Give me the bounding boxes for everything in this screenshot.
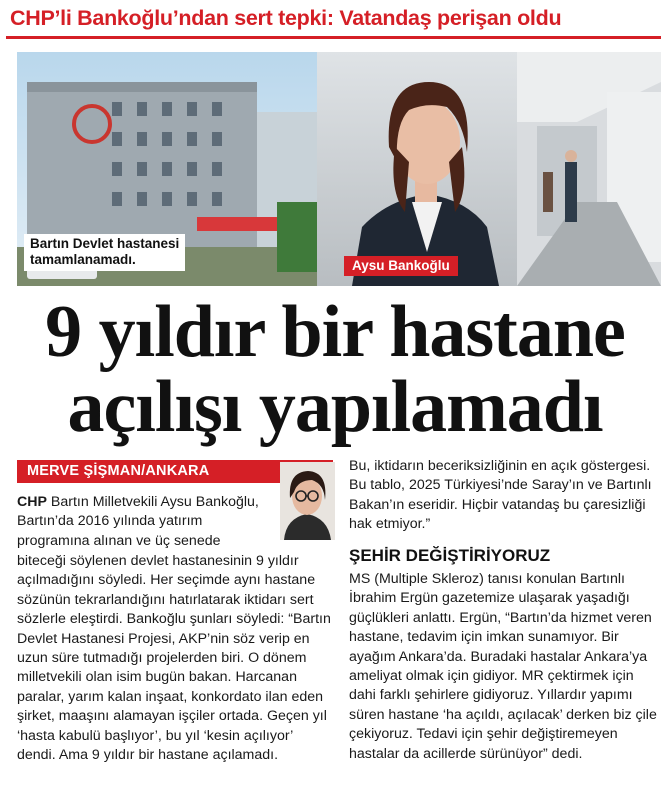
column2-paragraph-body xyxy=(349,570,661,764)
caption-left-line2: tamamlanamadı. xyxy=(30,252,136,267)
column1-paragraph-body xyxy=(17,552,335,765)
photo-caption-left xyxy=(24,234,185,271)
column2-top-text: Bu, iktidarın beceriksizliğinin en açık göstergesi. Bu tablo, 2025 Türkiyesi’nde Saray’ın ve Bartınlı Bakan’ın eseridir. Hiçbir vatandaş bu çaresizliği hak etmiyor.” xyxy=(349,458,652,533)
kicker-title: CHP’li Bankoğlu’ndan sert tepki: Vatandaş perişan oldu xyxy=(10,6,562,30)
author-avatar xyxy=(280,462,335,540)
headline-line2: açılışı yapılamadı xyxy=(67,366,603,448)
byline-text: MERVE ŞİŞMAN/ANKARA xyxy=(27,463,210,479)
column2-paragraph-top xyxy=(349,457,661,535)
photo-caption-right: Aysu Bankoğlu xyxy=(344,256,458,276)
column2-body-text: MS (Multiple Skleroz) tanısı konulan Bartınlı İbrahim Ergün gazetemize ulaşarak yaşadığı güçlükleri anlattı. Ergün, “Bartın’da hizmet veren hastane, tedavim için imkan sunamıyor. Bir ayağım Ankara’da. Buradaki hastalar Ankara’ya ameliyat olmak için gidiyor. MR çektirmek için dahi farklı şehirlere gidiyoruz. Yıllardır yapımı süren hastane ‘ha açıldı, açılacak’ derken biz çile çekiyoruz. Tedavi için şehir değiştiremeyen hastalar da acillerde sürünüyor” dedi. xyxy=(349,571,657,762)
kicker-bar xyxy=(6,4,661,39)
headline-line1: 9 yıldır bir hastane xyxy=(45,291,625,373)
lead-rest: Bartın Milletvekili Aysu Bankoğlu, Bartın’da 2016 yılında yatırım programına alınan ve üç senede xyxy=(17,494,259,549)
column1-paragraph-lead xyxy=(17,493,275,551)
author-photo xyxy=(280,462,335,540)
subheading: ŞEHİR DEĞİŞTİRİYORUZ xyxy=(349,546,551,565)
caption-left-line1: Bartın Devlet hastanesi xyxy=(30,236,180,251)
walking-person xyxy=(565,162,577,222)
lead-word: CHP xyxy=(17,494,47,510)
column1-body-text: biteceği söylenen devlet hastanesinin 9 yıldır açılmadığını söyledi. Her seçimde aynı hastane sözünün tekrarlandığını hatırlatarak iktidarı sert sözlerle eleştirdi. Bankoğlu şunları söyledi: “Bartın Devlet Hastanesi Projesi, AKP’nin söz verip en uzun süre tutmadığı projelerden biri. O dönem milletvekili olan isim bugün bakan. Harcanan paralar, yarım kalan inşaat, konkordato ilan eden şirket, maaşını alamayan işçiler ortada. Geçen yıl ‘hasta kabulü başlıyor’, bu yıl ‘kesin açılıyor’ dendi. Ama 9 yıldır bir hastane açılamadı. xyxy=(17,553,331,764)
